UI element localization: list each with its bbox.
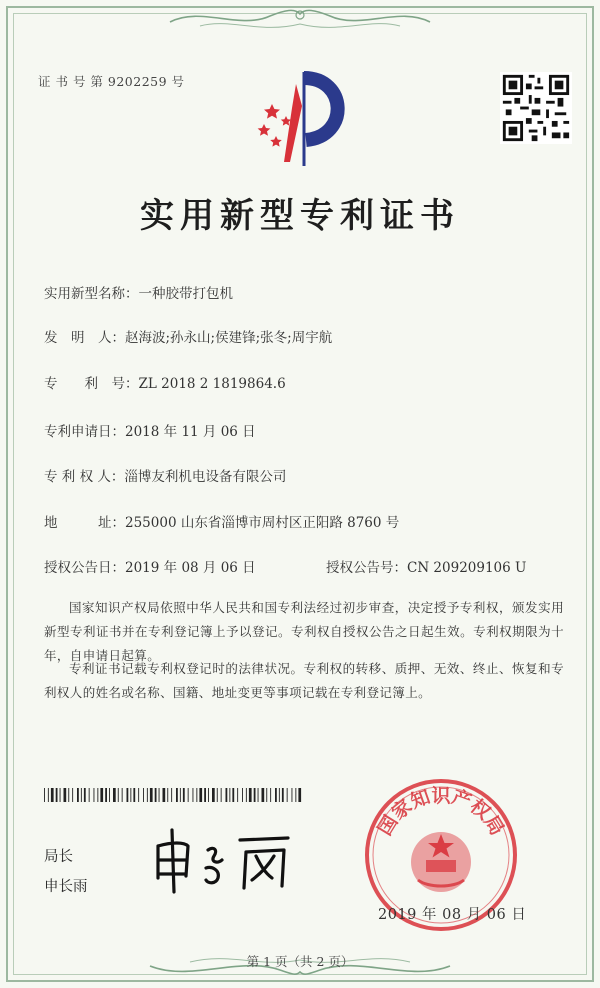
barcode-bar — [249, 788, 252, 802]
barcode-bar — [171, 788, 172, 802]
filing-date-value: 2018 年 11 月 06 日 — [125, 424, 256, 440]
grant-date-value: 2019 年 08 月 06 日 — [125, 560, 256, 576]
barcode-bar — [298, 788, 301, 802]
patentee-label: 专 利 权 人： — [44, 469, 125, 485]
barcode-bar — [60, 788, 61, 802]
barcode-bar — [242, 788, 243, 802]
utility-model-name-label: 实用新型名称： — [44, 286, 139, 302]
patent-number-value: ZL 2018 2 1819864.6 — [138, 376, 286, 392]
barcode-bar — [221, 788, 222, 802]
barcode-bar — [204, 788, 206, 802]
barcode-bar — [254, 788, 256, 802]
barcode-bar — [72, 788, 73, 802]
barcode-bar — [138, 788, 139, 802]
grant-number-row — [326, 556, 526, 576]
barcode-bar — [258, 788, 259, 802]
inventor-row — [44, 326, 332, 346]
barcode-bar — [94, 788, 95, 802]
legal-paragraph-1: 国家知识产权局依照中华人民共和国专利法经过初步审查，决定授予专利权，颁发实用新型专利证书并在专利登记簿上予以登记。专利权自授权公告之日起生效。专利权期限为十年，自申请日起算。 — [44, 600, 564, 663]
barcode-bar — [226, 788, 228, 802]
seal-text: 国家知识产权局 — [373, 784, 509, 840]
director-name: 申长雨 — [44, 879, 88, 895]
barcode-bar — [237, 788, 238, 802]
barcode-bar — [122, 788, 123, 802]
address-label: 地 址： — [44, 515, 125, 531]
barcode-bar — [266, 788, 267, 802]
barcode-bar — [143, 788, 144, 802]
certificate-title: 实用新型专利证书 — [140, 196, 460, 236]
barcode-bar — [292, 788, 293, 802]
barcode-bar — [287, 788, 288, 802]
barcode-bar — [81, 788, 82, 802]
barcode-bar — [147, 788, 148, 802]
barcode-bar — [105, 788, 107, 802]
barcode-bar — [130, 788, 131, 802]
barcode-bar — [217, 788, 218, 802]
barcode-bar — [193, 788, 194, 802]
inventor-value: 赵海波;孙永山;侯建锋;张冬;周宇航 — [125, 330, 333, 346]
barcode-bar — [68, 788, 69, 802]
barcode-bar — [208, 788, 209, 802]
barcode-bar — [84, 788, 86, 802]
legal-paragraph-2: 专利证书记载专利权登记时的法律状况。专利权的转移、质押、无效、终止、恢复和专利权人的姓名或名称、国籍、地址变更等事项记载在专利登记簿上。 — [44, 661, 564, 700]
svg-text:国家知识产权局 — [374, 784, 508, 839]
barcode-bar — [188, 788, 189, 802]
barcode-bar — [279, 788, 280, 802]
grant-date-row — [44, 556, 256, 576]
filing-date-label: 专利申请日： — [44, 424, 125, 440]
top-ornament — [0, 0, 600, 40]
barcode-bar — [167, 788, 168, 802]
qr-code-icon — [500, 72, 572, 144]
grant-date-label: 授权公告日： — [44, 560, 125, 576]
barcode-bar — [199, 788, 202, 802]
barcode-bar — [159, 788, 160, 802]
address-value: 255000 山东省淄博市周村区正阳路 8760 号 — [125, 515, 400, 531]
barcode-bar — [295, 788, 296, 802]
barcode-bar — [163, 788, 166, 802]
address-row — [44, 511, 399, 531]
barcode-bar — [133, 788, 135, 802]
barcode-bar — [56, 788, 58, 802]
barcode-bar — [282, 788, 284, 802]
barcode-bar — [97, 788, 98, 802]
certificate-number: 证 书 号 第 9202259 号 — [38, 74, 185, 89]
barcode-bar — [48, 788, 49, 802]
cnipa-logo-icon — [252, 66, 352, 172]
barcode-bar — [275, 788, 277, 802]
barcode-bar — [155, 788, 157, 802]
patentee-row — [44, 465, 286, 485]
barcode-bar — [180, 788, 181, 802]
patent-number-row — [44, 372, 286, 392]
barcode-bar — [64, 788, 67, 802]
barcode-bar — [89, 788, 90, 802]
barcode-bar — [196, 788, 197, 802]
barcode-bar — [229, 788, 230, 802]
barcode-bar — [113, 788, 116, 802]
utility-model-name-value: 一种胶带打包机 — [138, 286, 233, 302]
barcode-bar — [150, 788, 153, 802]
barcode-bar — [246, 788, 247, 802]
barcode-bar — [77, 788, 79, 802]
barcode-bar — [183, 788, 185, 802]
barcode-bar — [262, 788, 265, 802]
grant-number-label: 授权公告号： — [326, 560, 407, 576]
barcode-bar — [212, 788, 215, 802]
page-number: 第 1 页（共 2 页） — [246, 954, 354, 969]
utility-model-name-row — [44, 282, 233, 302]
barcode-bar — [232, 788, 234, 802]
handwritten-signature — [148, 816, 308, 896]
grant-number-value: CN 209209106 U — [407, 560, 527, 576]
patent-number-label: 专 利 号： — [44, 376, 139, 392]
barcode-bar — [51, 788, 54, 802]
barcode-bar — [127, 788, 129, 802]
barcode-bar — [109, 788, 110, 802]
barcode-bar — [100, 788, 103, 802]
barcode-bar — [176, 788, 178, 802]
barcode-bar — [118, 788, 119, 802]
inventor-label: 发 明 人： — [44, 330, 125, 346]
barcode-icon — [44, 788, 302, 802]
director-title: 局长 — [44, 849, 73, 865]
barcode-bar — [270, 788, 271, 802]
barcode-bar — [44, 788, 45, 802]
seal-date: 2019 年 08 月 06 日 — [378, 907, 527, 923]
patentee-value: 淄博友利机电设备有限公司 — [124, 469, 287, 485]
filing-date-row — [44, 420, 256, 440]
